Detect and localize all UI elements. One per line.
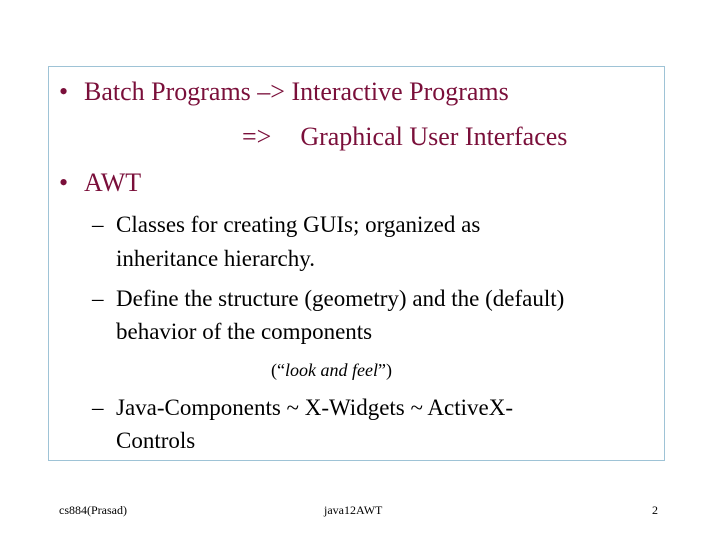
subbullet-define xyxy=(92,285,564,313)
dash-marker: – xyxy=(92,286,104,311)
footer-left: cs884(Prasad) xyxy=(59,503,127,517)
bullet-marker: • xyxy=(59,168,69,197)
dash-marker: – xyxy=(92,212,104,237)
subbullet-text: Classes for creating GUIs; organized as xyxy=(116,212,481,237)
bullet-gui-continuation xyxy=(242,122,567,152)
note-open: (“ xyxy=(271,360,285,380)
bullet-text: AWT xyxy=(84,168,142,197)
bullet-awt xyxy=(59,168,141,198)
subbullet-components xyxy=(92,394,513,422)
look-and-feel-note xyxy=(271,359,392,381)
note-italic: look and feel xyxy=(284,360,378,380)
dash-marker: – xyxy=(92,395,104,420)
subbullet-define-continuation xyxy=(116,318,372,346)
arrow-text: => xyxy=(242,122,272,151)
subbullet-classes-continuation xyxy=(116,245,315,273)
subbullet-text: Java-Components ~ X-Widgets ~ ActiveX- xyxy=(116,395,513,420)
subbullet-classes xyxy=(92,211,480,239)
subbullet-text: Controls xyxy=(116,428,196,453)
page-number: 2 xyxy=(652,503,658,517)
subbullet-components-continuation xyxy=(116,427,195,455)
bullet-text: Batch Programs –> Interactive Programs xyxy=(84,77,509,106)
subbullet-text: inheritance hierarchy. xyxy=(116,246,316,271)
bullet-batch-programs xyxy=(59,77,509,107)
subbullet-text: behavior of the components xyxy=(116,319,373,344)
footer-center: java12AWT xyxy=(324,503,383,517)
bullet-marker: • xyxy=(59,77,69,106)
note-close: ”) xyxy=(377,360,392,380)
gui-text: Graphical User Interfaces xyxy=(300,122,568,151)
subbullet-text: Define the structure (geometry) and the (default) xyxy=(116,286,565,311)
